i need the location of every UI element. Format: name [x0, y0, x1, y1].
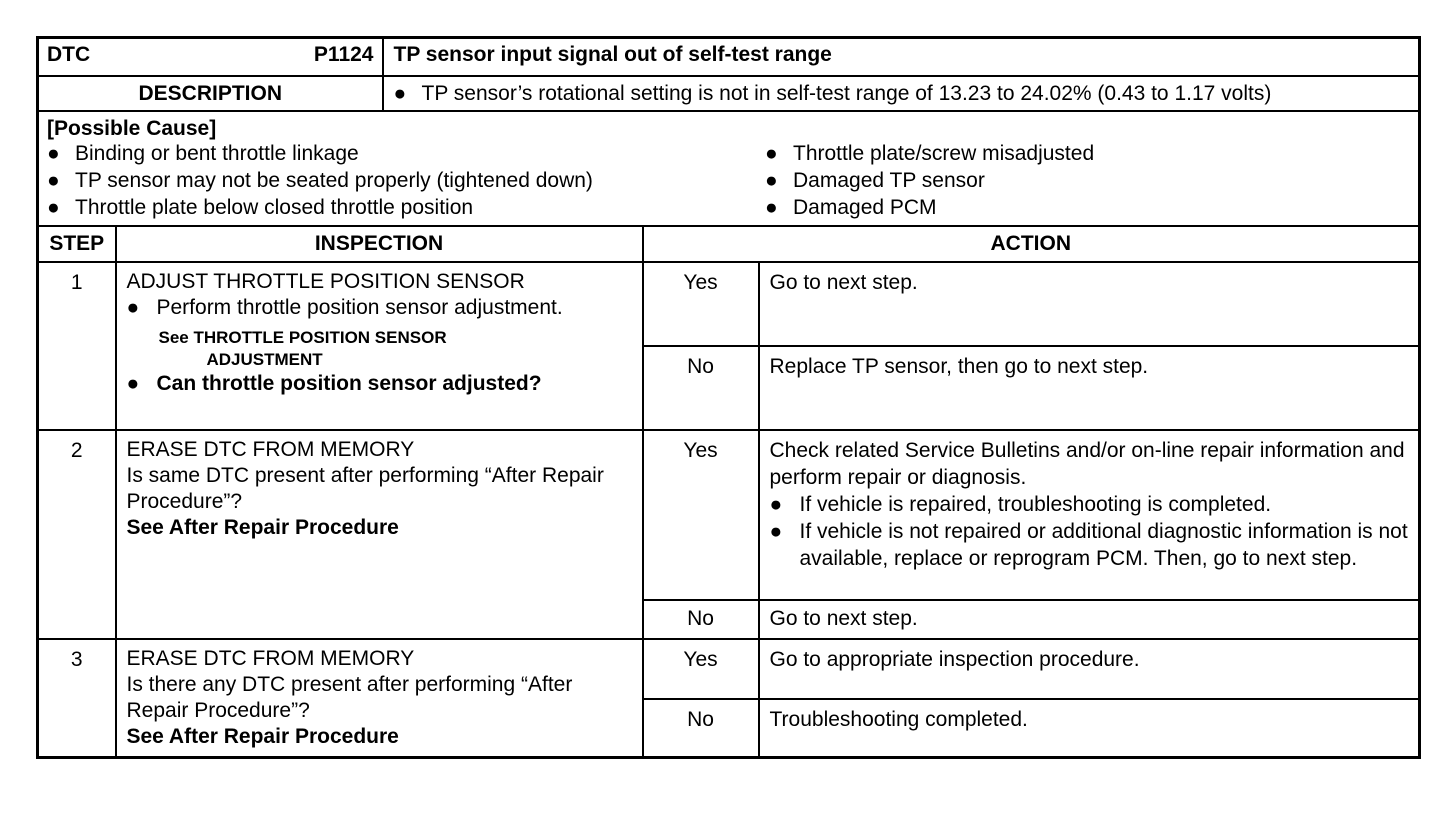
dtc-sheet: [36, 36, 1418, 759]
step-inspection: [116, 430, 643, 639]
inspection-column-header: INSPECTION: [116, 226, 643, 262]
step-inspection: [116, 262, 643, 430]
step-column-header: STEP: [38, 226, 116, 262]
cause-item: Damaged PCM: [793, 196, 937, 219]
step-question: Is same DTC present after performing “After Repair Procedure”?: [126, 464, 604, 513]
dtc-code-cell: [38, 38, 383, 77]
step-title: ERASE DTC FROM MEMORY: [126, 438, 415, 461]
bullet-icon: ●: [765, 142, 778, 165]
bullet-icon: ●: [765, 169, 778, 192]
description-text: [383, 76, 1420, 111]
step-see-reference: See After Repair Procedure: [126, 725, 399, 748]
table-row: [38, 430, 1420, 600]
step-see-reference-cont: ADJUSTMENT: [206, 350, 323, 369]
cause-item: Throttle plate/screw misadjusted: [793, 142, 1095, 165]
step-question: Is there any DTC present after performing “After Repair Procedure”?: [126, 673, 573, 722]
yes-label: Yes: [643, 639, 759, 699]
dtc-title: TP sensor input signal out of self-test range: [383, 38, 1420, 77]
cause-item: Throttle plate below closed throttle position: [75, 196, 474, 219]
action-bullet: If vehicle is repaired, troubleshooting is completed.: [799, 493, 1272, 516]
description-row: [38, 76, 1420, 111]
step-question: Can throttle position sensor adjusted?: [156, 372, 542, 395]
no-action: Go to next step.: [759, 600, 1420, 639]
no-label: No: [643, 600, 759, 639]
yes-action-text: Check related Service Bulletins and/or on-line repair information and perform repair or diagnosis.: [769, 439, 1405, 489]
bullet-icon: ●: [47, 169, 60, 192]
step-number: 1: [38, 262, 116, 430]
bullet-icon: ●: [47, 196, 60, 219]
yes-label: Yes: [643, 262, 759, 346]
bullet-icon: ●: [765, 196, 778, 219]
step-number: 2: [38, 430, 116, 639]
dtc-header-row: [38, 38, 1420, 77]
table-row: [38, 639, 1420, 699]
possible-cause-right-list: [765, 140, 1410, 221]
bullet-icon: ●: [126, 296, 140, 319]
step-see-reference: See After Repair Procedure: [126, 516, 399, 539]
bullet-icon: ●: [126, 372, 140, 395]
bullet-icon: ●: [769, 520, 783, 543]
yes-label: Yes: [643, 430, 759, 600]
description-label: DESCRIPTION: [38, 76, 383, 111]
possible-cause-cell: [38, 111, 1420, 226]
bullet-icon: ●: [393, 82, 407, 105]
possible-cause-left-list: [47, 140, 765, 221]
possible-cause-row: [38, 111, 1420, 226]
no-action: Replace TP sensor, then go to next step.: [759, 346, 1420, 430]
column-header-row: [38, 226, 1420, 262]
step-number: 3: [38, 639, 116, 758]
yes-action: Go to appropriate inspection procedure.: [759, 639, 1420, 699]
step-title: ERASE DTC FROM MEMORY: [126, 647, 415, 670]
cause-item: Damaged TP sensor: [793, 169, 985, 192]
step-see-reference: See THROTTLE POSITION SENSOR: [158, 328, 447, 347]
step-title: ADJUST THROTTLE POSITION SENSOR: [126, 270, 525, 293]
dtc-code: P1124: [313, 43, 374, 66]
action-bullet: If vehicle is not repaired or additional diagnostic information is not available, replace or reprogram PCM. Then, go to next step.: [799, 520, 1408, 570]
no-label: No: [643, 346, 759, 430]
cause-item: TP sensor may not be seated properly (tightened down): [75, 169, 593, 192]
no-label: No: [643, 699, 759, 757]
bullet-icon: ●: [47, 142, 60, 165]
step-inspection: [116, 639, 643, 758]
yes-action: Go to next step.: [759, 262, 1420, 346]
table-row: [38, 262, 1420, 346]
no-action: Troubleshooting completed.: [759, 699, 1420, 757]
bullet-icon: ●: [769, 493, 783, 516]
step-bullet: Perform throttle position sensor adjustment.: [156, 296, 563, 319]
possible-cause-heading: [Possible Cause]: [47, 117, 217, 140]
dtc-label: DTC: [47, 43, 91, 66]
dtc-table: [36, 36, 1421, 759]
action-column-header: ACTION: [643, 226, 1420, 262]
yes-action: [759, 430, 1420, 600]
description-bullet: TP sensor’s rotational setting is not in self-test range of 13.23 to 24.02% (0.43 to 1.17 volts): [421, 82, 1272, 105]
cause-item: Binding or bent throttle linkage: [75, 142, 359, 165]
